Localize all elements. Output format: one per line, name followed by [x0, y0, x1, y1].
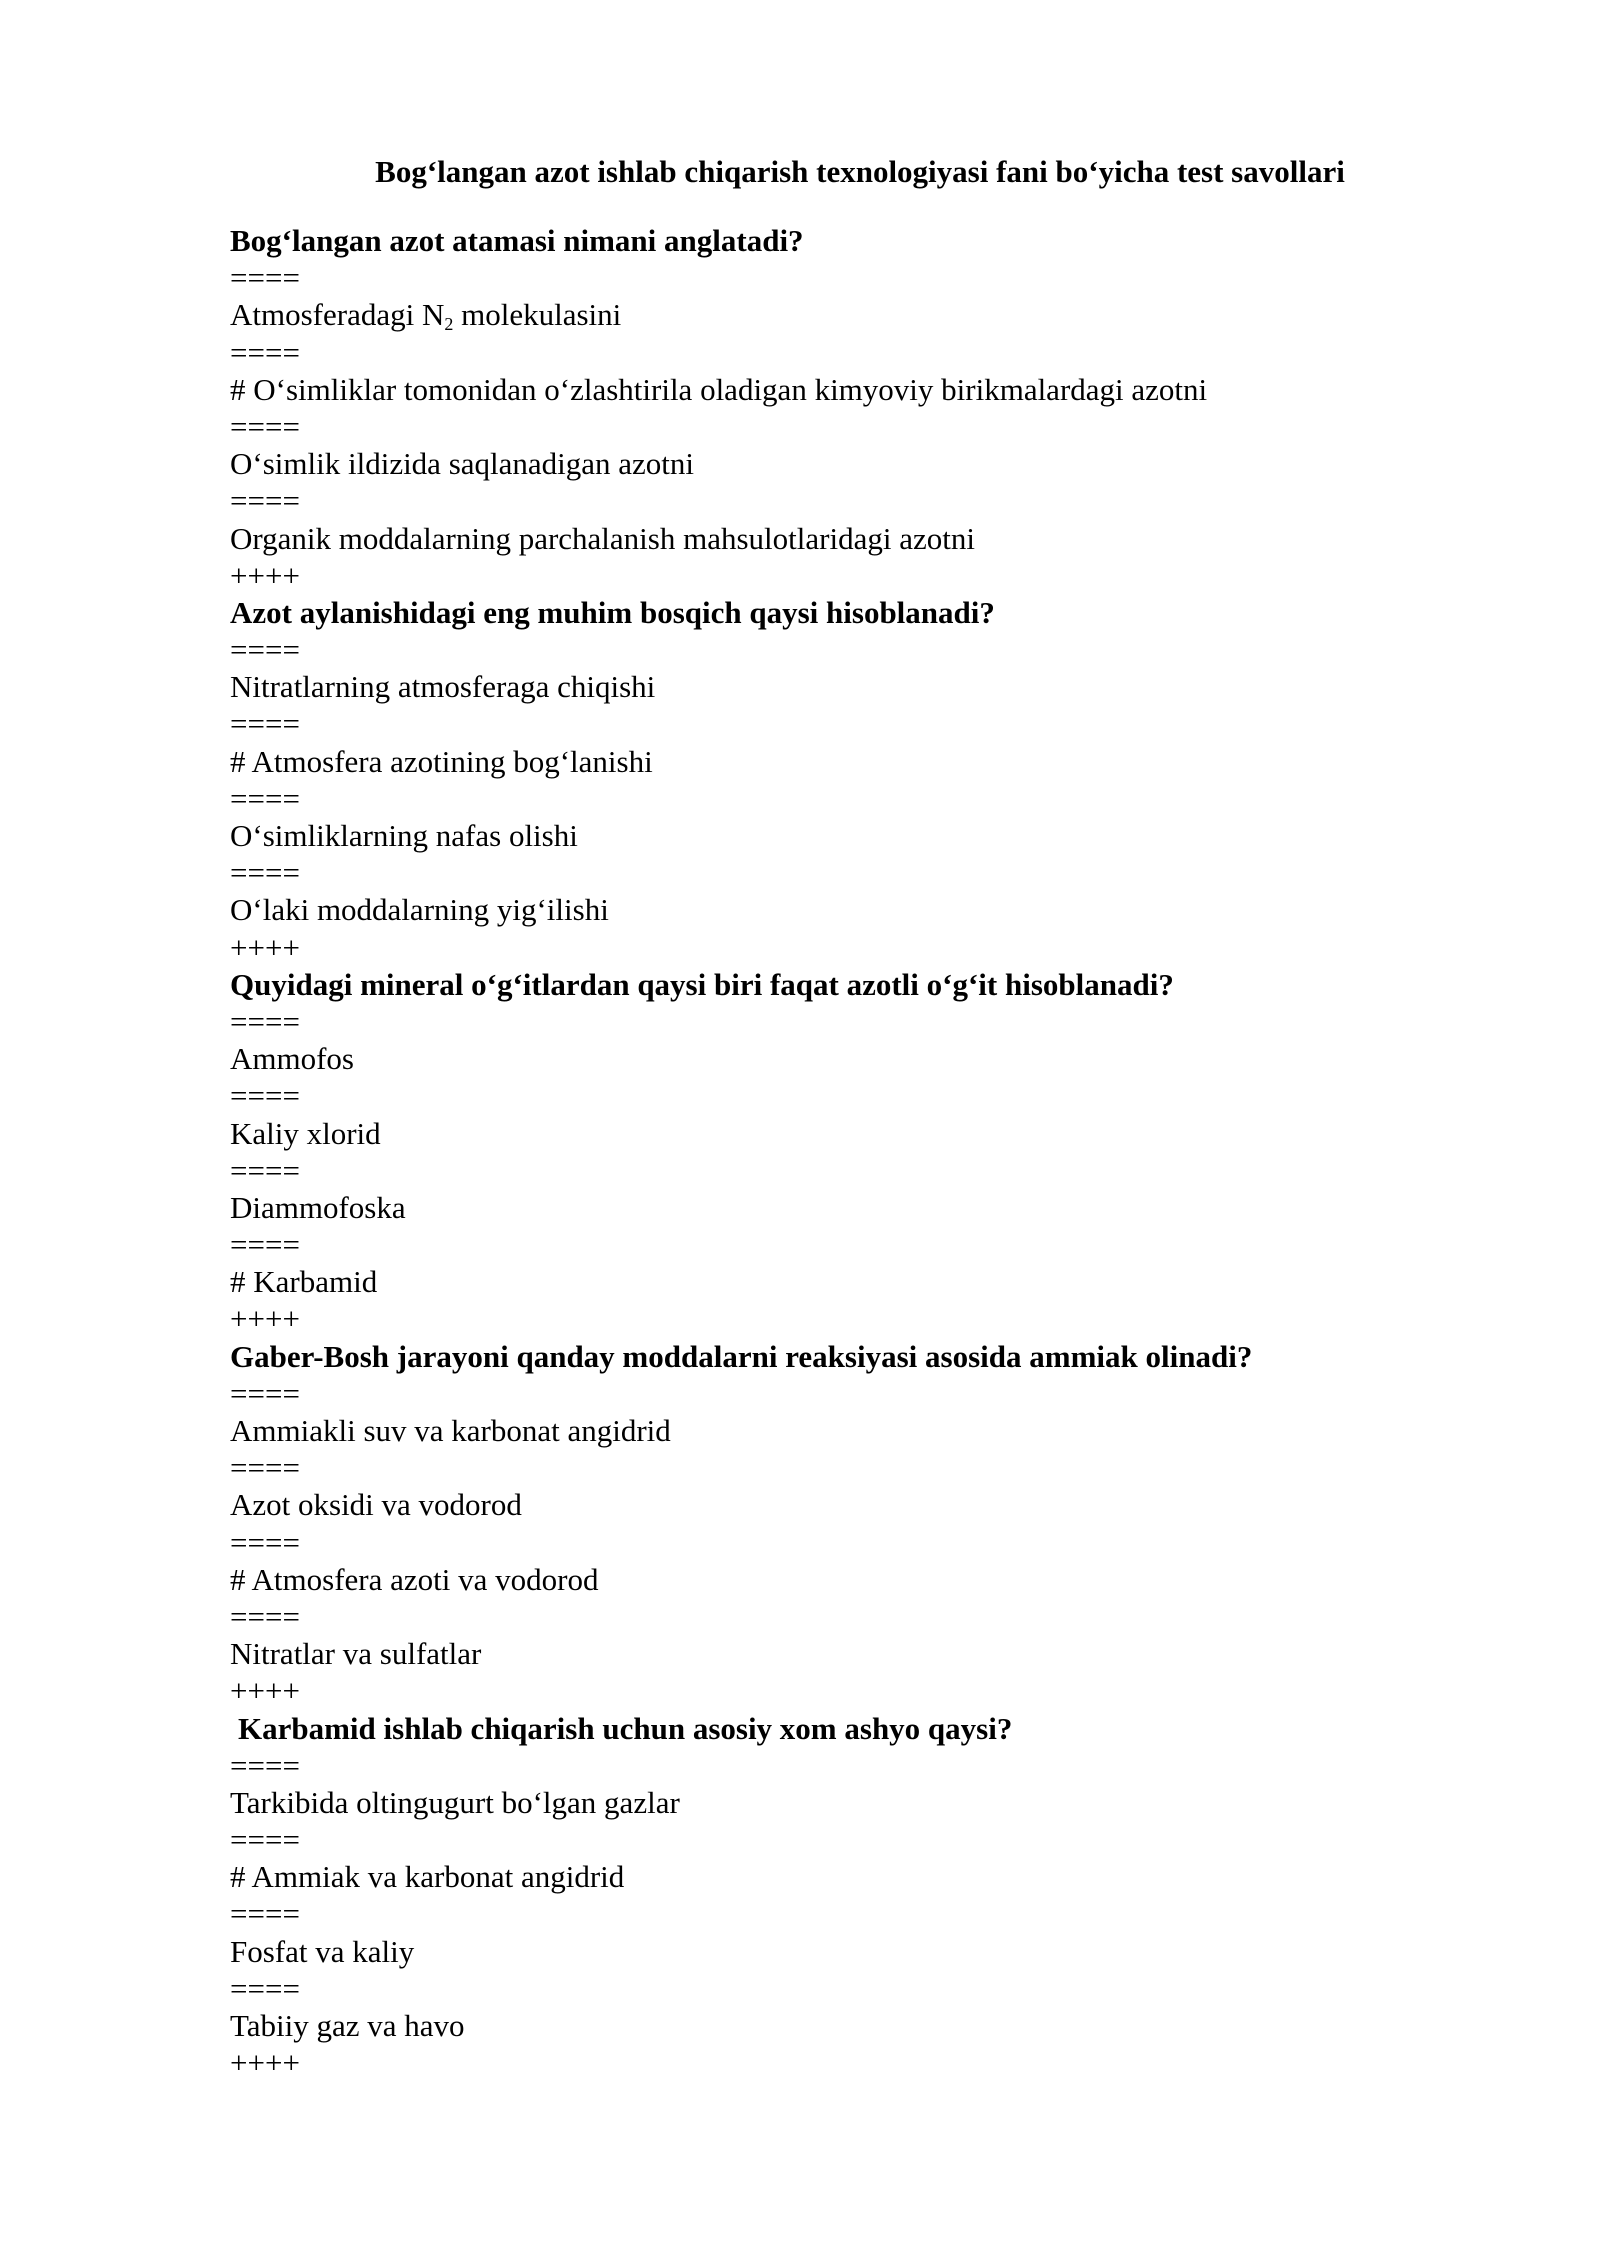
- answer-option: O‘laki moddalarning yig‘ilishi: [230, 892, 609, 928]
- option-separator: ====: [230, 1078, 300, 1114]
- option-separator: ====: [230, 780, 300, 816]
- question-end-marker: ++++: [230, 2045, 300, 2081]
- option-separator: ====: [230, 1152, 300, 1188]
- option-separator: ====: [230, 1970, 300, 2006]
- option-separator: ====: [230, 260, 300, 296]
- option-separator: ====: [230, 1375, 300, 1411]
- answer-option-correct: # Atmosfera azoti va vodorod: [230, 1561, 599, 1597]
- question-text: Karbamid ishlab chiqarish uchun asosiy xom ashyo qaysi?: [238, 1710, 1013, 1746]
- question-end-marker: ++++: [230, 1673, 300, 1709]
- answer-option-correct: # Ammiak va karbonat angidrid: [230, 1859, 625, 1895]
- answer-option-correct: # Karbamid: [230, 1264, 378, 1300]
- option-separator: ====: [230, 1822, 300, 1858]
- question-end-marker: ++++: [230, 929, 300, 965]
- option-separator: ====: [230, 1524, 300, 1560]
- document-title: Bog‘langan azot ishlab chiqarish texnologiyasi fani bo‘yicha test savollari: [375, 154, 1345, 189]
- answer-option: Tabiiy gaz va havo: [230, 2008, 465, 2043]
- option-separator: ====: [230, 855, 300, 891]
- option-separator: ====: [230, 334, 300, 370]
- answer-option: [230, 296, 1430, 333]
- answer-option: Ammiakli suv va karbonat angidrid: [230, 1413, 671, 1448]
- option-separator: ====: [230, 1227, 300, 1263]
- answer-option: Kaliy xlorid: [230, 1115, 381, 1151]
- answer-option: Organik moddalarning parchalanish mahsulotlaridagi azotni: [230, 520, 975, 556]
- answer-option-correct: # O‘simliklar tomonidan o‘zlashtirila oladigan kimyoviy birikmalardagi azotni: [230, 371, 1208, 407]
- question-text: Gaber-Bosh jarayoni qanday moddalarni reaksiyasi asosida ammiak olinadi?: [230, 1338, 1253, 1374]
- subscript: 2: [444, 314, 454, 335]
- option-separator: ====: [230, 1598, 300, 1634]
- answer-option: O‘simliklarning nafas olishi: [230, 818, 578, 853]
- option-separator: ====: [230, 1747, 300, 1783]
- option-separator: ====: [230, 1450, 300, 1486]
- option-separator: ====: [230, 706, 300, 742]
- question-list: [230, 222, 1430, 2081]
- answer-option: Diammofoska: [230, 1189, 406, 1225]
- option-text-after-subscript: molekulasini: [453, 297, 622, 333]
- answer-option: Nitratlar va sulfatlar: [230, 1636, 482, 1672]
- option-text-before-subscript: Atmosferadagi N: [230, 297, 445, 333]
- answer-option: Nitratlarning atmosferaga chiqishi: [230, 669, 656, 705]
- question-end-marker: ++++: [230, 1301, 300, 1337]
- option-separator: ====: [230, 1896, 300, 1932]
- answer-option: Fosfat va kaliy: [230, 1933, 415, 1969]
- answer-option-correct: # Atmosfera azotining bog‘lanishi: [230, 743, 653, 779]
- answer-option: O‘simlik ildizida saqlanadigan azotni: [230, 446, 695, 482]
- option-separator: ====: [230, 408, 300, 444]
- question-text: Bog‘langan azot atamasi nimani anglatadi?: [230, 223, 804, 258]
- question-end-marker: ++++: [230, 557, 300, 593]
- answer-option: Ammofos: [230, 1041, 354, 1077]
- answer-option: Tarkibida oltingugurt bo‘lgan gazlar: [230, 1784, 680, 1820]
- option-separator: ====: [230, 483, 300, 519]
- option-separator: ====: [230, 1003, 300, 1039]
- option-separator: ====: [230, 632, 300, 668]
- question-text: Azot aylanishidagi eng muhim bosqich qaysi hisoblanadi?: [230, 594, 995, 630]
- answer-option: Azot oksidi va vodorod: [230, 1487, 522, 1523]
- question-text: Quyidagi mineral o‘g‘itlardan qaysi biri faqat azotli o‘g‘it hisoblanadi?: [230, 966, 1174, 1002]
